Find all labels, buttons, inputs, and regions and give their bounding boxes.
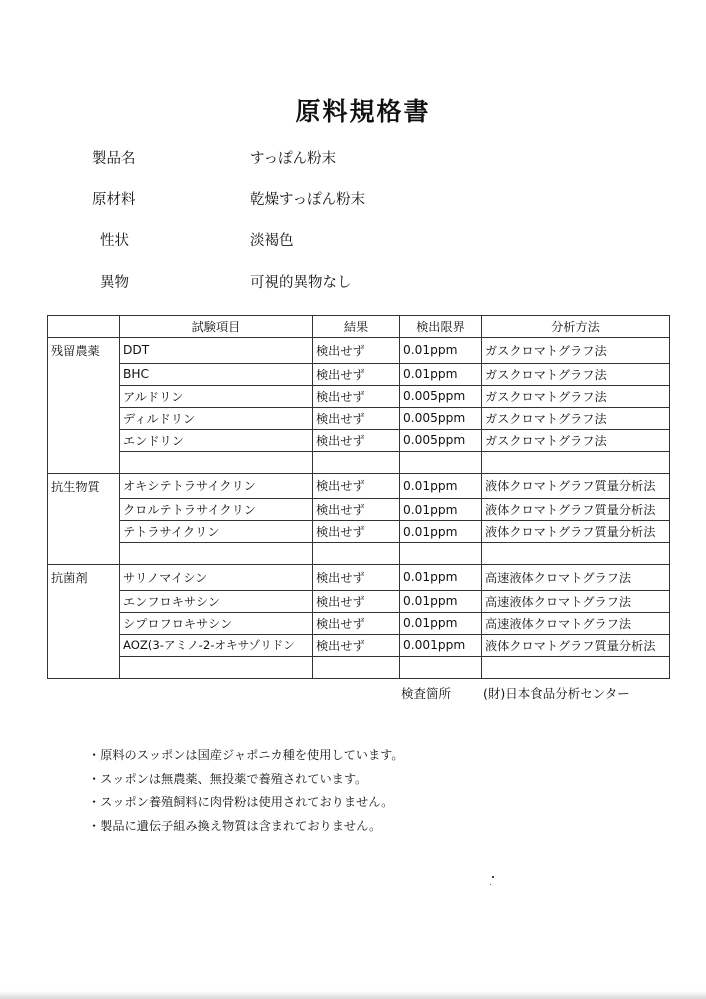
category-cell (48, 634, 120, 656)
empty-cell (313, 656, 400, 678)
test-item: エンフロキサシン (120, 590, 313, 612)
result: 検出せず (313, 521, 400, 543)
table-row (48, 499, 670, 521)
detection-limit: 0.01ppm (400, 499, 482, 521)
note-item: ・スッポン養殖飼料に肉骨粉は使用されておりません。 (88, 795, 394, 809)
table-row (48, 565, 670, 591)
test-item: AOZ(3-アミノ-2-オキサゾリドン (120, 634, 313, 656)
empty-cell (120, 451, 313, 473)
method: ガスクロマトグラフ法 (482, 338, 670, 364)
detection-limit: 0.005ppm (400, 385, 482, 407)
empty-cell (400, 451, 482, 473)
method: 液体クロマトグラフ質量分析法 (482, 473, 670, 499)
info-label: 製品名 (92, 151, 136, 167)
result: 検出せず (313, 612, 400, 634)
header-test-item: 試験項目 (120, 316, 313, 338)
table-row-empty (48, 543, 670, 565)
test-item: オキシテトラサイクリン (120, 473, 313, 499)
table-row (48, 612, 670, 634)
lab-label: 検査箇所 (401, 686, 452, 701)
note-item: ・原料のスッポンは国産ジャポニカ種を使用しています。 (88, 748, 404, 762)
info-value: 乾燥すっぽん粉末 (250, 192, 366, 208)
category-cell: 残留農薬 (48, 338, 120, 364)
test-item: テトラサイクリン (120, 521, 313, 543)
detection-limit: 0.005ppm (400, 429, 482, 451)
table-row-empty (48, 451, 670, 473)
detection-limit: 0.01ppm (400, 473, 482, 499)
table-row-empty (48, 656, 670, 678)
category-cell: 抗菌剤 (48, 565, 120, 591)
test-item: エンドリン (120, 429, 313, 451)
info-label: 異物 (100, 275, 129, 291)
empty-cell (482, 451, 670, 473)
info-label: 性状 (100, 233, 129, 249)
info-label: 原材料 (92, 192, 136, 208)
test-item: シプロフロキサシン (120, 612, 313, 634)
category-cell (48, 407, 120, 429)
method: 高速液体クロマトグラフ法 (482, 565, 670, 591)
test-item: サリノマイシン (120, 565, 313, 591)
empty-cell (313, 543, 400, 565)
empty-cell (120, 656, 313, 678)
document-title: 原料規格書 (295, 97, 431, 126)
result: 検出せず (313, 407, 400, 429)
table-row (48, 634, 670, 656)
method: 高速液体クロマトグラフ法 (482, 612, 670, 634)
method: 液体クロマトグラフ質量分析法 (482, 634, 670, 656)
method: ガスクロマトグラフ法 (482, 363, 670, 385)
method: ガスクロマトグラフ法 (482, 429, 670, 451)
header-detection-limit: 検出限界 (400, 316, 482, 338)
category-cell (48, 451, 120, 473)
result: 検出せず (313, 385, 400, 407)
detection-limit: 0.01ppm (400, 338, 482, 364)
result: 検出せず (313, 473, 400, 499)
header-method: 分析方法 (482, 316, 670, 338)
table-row (48, 429, 670, 451)
method: ガスクロマトグラフ法 (482, 385, 670, 407)
result: 検出せず (313, 565, 400, 591)
info-value: すっぽん粉末 (250, 151, 337, 167)
method: 液体クロマトグラフ質量分析法 (482, 521, 670, 543)
result: 検出せず (313, 590, 400, 612)
empty-cell (120, 543, 313, 565)
table-row (48, 385, 670, 407)
note-item: ・製品に遺伝子組み換え物質は含まれておりません。 (88, 818, 382, 833)
empty-cell (482, 656, 670, 678)
test-item: クロルテトラサイクリン (120, 499, 313, 521)
table-row (48, 521, 670, 543)
detection-limit: 0.001ppm (400, 634, 482, 656)
table-row (48, 590, 670, 612)
lab-name: (財)日本食品分析センター (483, 686, 630, 701)
empty-cell (313, 451, 400, 473)
note-item: ・スッポンは無農薬、無投薬で養殖されています。 (88, 771, 368, 786)
category-cell (48, 499, 120, 521)
category-cell (48, 656, 120, 678)
result: 検出せず (313, 429, 400, 451)
table-row (48, 407, 670, 429)
category-cell (48, 429, 120, 451)
test-item: ディルドリン (120, 407, 313, 429)
result: 検出せず (313, 363, 400, 385)
method: 液体クロマトグラフ質量分析法 (482, 499, 670, 521)
method: 高速液体クロマトグラフ法 (482, 590, 670, 612)
detection-limit: 0.01ppm (400, 565, 482, 591)
test-item: BHC (120, 363, 313, 385)
empty-cell (400, 543, 482, 565)
test-results-table (47, 315, 670, 679)
category-cell (48, 363, 120, 385)
category-cell (48, 385, 120, 407)
test-item: DDT (120, 338, 313, 364)
result: 検出せず (313, 634, 400, 656)
test-item: アルドリン (120, 385, 313, 407)
scan-speck (492, 876, 494, 878)
detection-limit: 0.01ppm (400, 521, 482, 543)
detection-limit: 0.01ppm (400, 363, 482, 385)
detection-limit: 0.01ppm (400, 612, 482, 634)
table-row (48, 473, 670, 499)
notes-list (88, 746, 404, 840)
method: ガスクロマトグラフ法 (482, 407, 670, 429)
info-value: 淡褐色 (250, 233, 294, 249)
category-cell (48, 521, 120, 543)
result: 検出せず (313, 499, 400, 521)
result: 検出せず (313, 338, 400, 364)
category-cell: 抗生物質 (48, 473, 120, 499)
category-cell (48, 612, 120, 634)
empty-cell (482, 543, 670, 565)
scan-speck (490, 884, 491, 885)
table-header-row (48, 316, 670, 338)
table-row (48, 338, 670, 364)
header-category (48, 316, 120, 338)
header-result: 結果 (313, 316, 400, 338)
category-cell (48, 543, 120, 565)
empty-cell (400, 656, 482, 678)
info-value: 可視的異物なし (250, 275, 352, 291)
table-row (48, 363, 670, 385)
detection-limit: 0.01ppm (400, 590, 482, 612)
detection-limit: 0.005ppm (400, 407, 482, 429)
category-cell (48, 590, 120, 612)
scan-edge-shadow (0, 991, 706, 999)
